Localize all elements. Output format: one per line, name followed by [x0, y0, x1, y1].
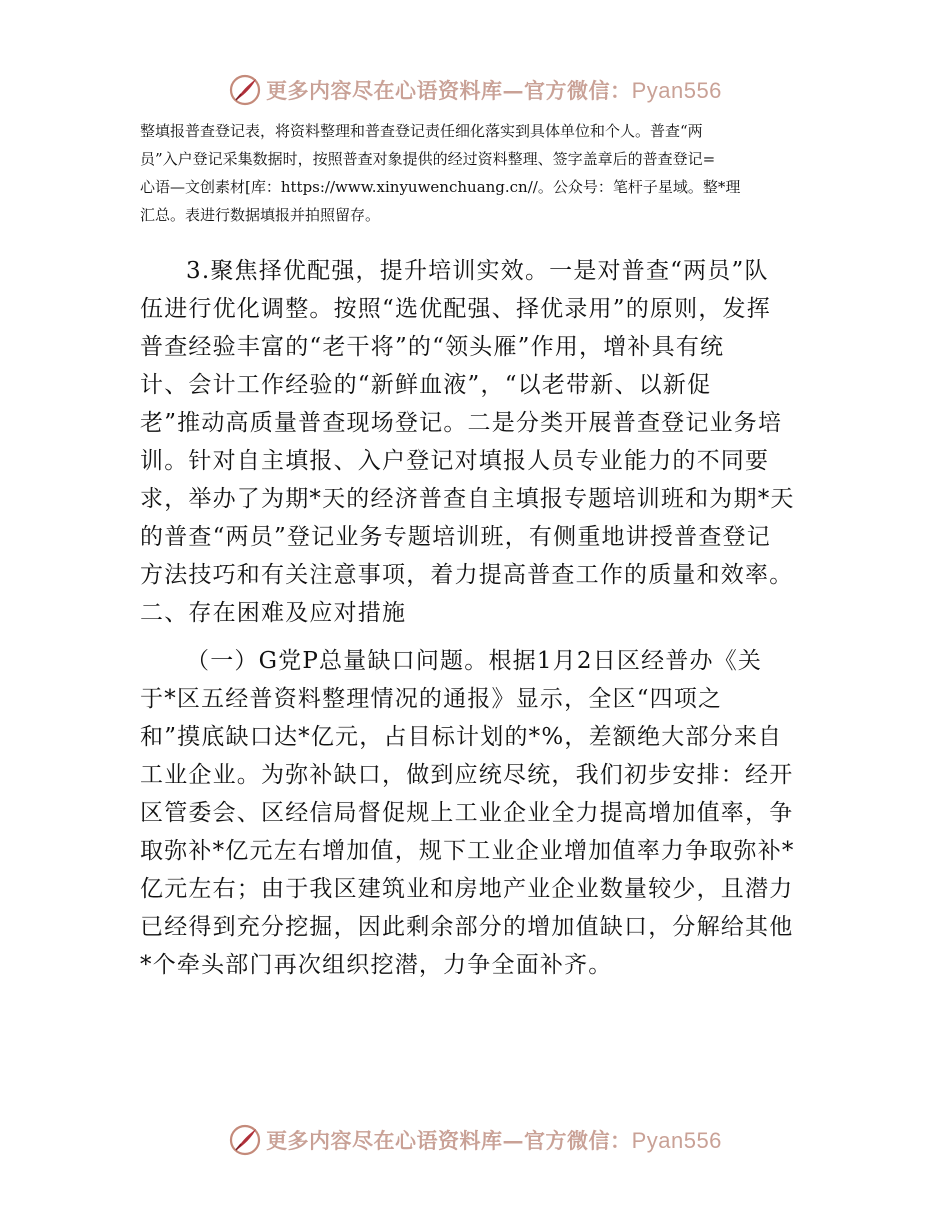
subsection-1-paragraph: [140, 642, 812, 984]
paragraph-line: 工业企业。为弥补缺口，做到应统尽统，我们初步安排：经开: [140, 762, 794, 788]
quill-logo-icon: [228, 1123, 262, 1157]
paragraph-line: 计、会计工作经验的“新鲜血液”，“以老带新、以新促: [140, 372, 712, 398]
small-paragraph: [140, 117, 812, 229]
paragraph-line: 已经得到充分挖掘，因此剩余部分的增加值缺口，分解给其他: [140, 914, 794, 940]
paragraph-line: 方法技巧和有关注意事项，着力提高普查工作的质量和效率。: [140, 562, 794, 588]
small-paragraph-line: 心语—文创素材[库：https://www.xinyuwenchuang.cn//。公众号：笔杆子星域。整*理: [140, 178, 741, 196]
banner-wechat-id: Pyan556: [631, 1128, 722, 1153]
small-paragraph-line: 员”入户登记采集数据时，按照普查对象提供的经过资料整理、签字盖章后的普查登记=: [140, 150, 716, 168]
paragraph-line: 区管委会、区经信局督促规上工业企业全力提高增加值率，争: [140, 800, 794, 826]
paragraph-line: 于*区五经普资料整理情况的通报》显示，全区“四项之: [140, 686, 723, 712]
paragraph-line: 3.聚焦择优配强，提升培训实效。一是对普查“两员”队: [186, 258, 769, 284]
paragraph-line: 求，举办了为期*天的经济普查自主填报专题培训班和为期*天: [140, 486, 795, 512]
header-banner: [0, 70, 950, 110]
banner-text: 更多内容尽在心语资料库—官方微信：Pyan556: [266, 78, 722, 103]
banner-text: 更多内容尽在心语资料库—官方微信：Pyan556: [266, 1128, 722, 1153]
paragraph-line: （一）G党P总量缺口问题。根据1月2日区经普办《关: [186, 648, 763, 674]
section-heading-2: 二、存在困难及应对措施: [140, 600, 407, 626]
paragraph-line: 和”摸底缺口达*亿元，占目标计划的*%，差额绝大部分来自: [140, 724, 783, 750]
paragraph-line: 训。针对自主填报、入户登记对填报人员专业能力的不同要: [140, 448, 770, 474]
paragraph-line: 的普查“两员”登记业务专题培训班，有侧重地讲授普查登记: [140, 524, 771, 550]
paragraph-line: 伍进行优化调整。按照“选优配强、择优录用”的原则，发挥: [140, 296, 771, 322]
paragraph-line: 亿元左右；由于我区建筑业和房地产业企业数量较少，且潜力: [140, 876, 794, 902]
section-3-paragraph: [140, 252, 812, 594]
small-paragraph-line: 汇总。表进行数据填报并拍照留存。: [140, 206, 381, 224]
small-paragraph-line: 整填报普查登记表，将资料整理和普查登记责任细化落实到具体单位和个人。普查“两: [140, 122, 703, 140]
paragraph-line: 普查经验丰富的“老干将”的“领头雁”作用，增补具有统: [140, 334, 725, 360]
paragraph-line: 取弥补*亿元左右增加值，规下工业企业增加值率力争取弥补*: [140, 838, 795, 864]
quill-logo-icon: [228, 73, 262, 107]
banner-wechat-id: Pyan556: [631, 78, 722, 103]
paragraph-line: 老”推动高质量普查现场登记。二是分类开展普查登记业务培: [140, 410, 783, 436]
footer-banner: [0, 1120, 950, 1160]
paragraph-line: *个牵头部门再次组织挖潜，力争全面补齐。: [140, 952, 613, 978]
document-body: [140, 252, 812, 984]
